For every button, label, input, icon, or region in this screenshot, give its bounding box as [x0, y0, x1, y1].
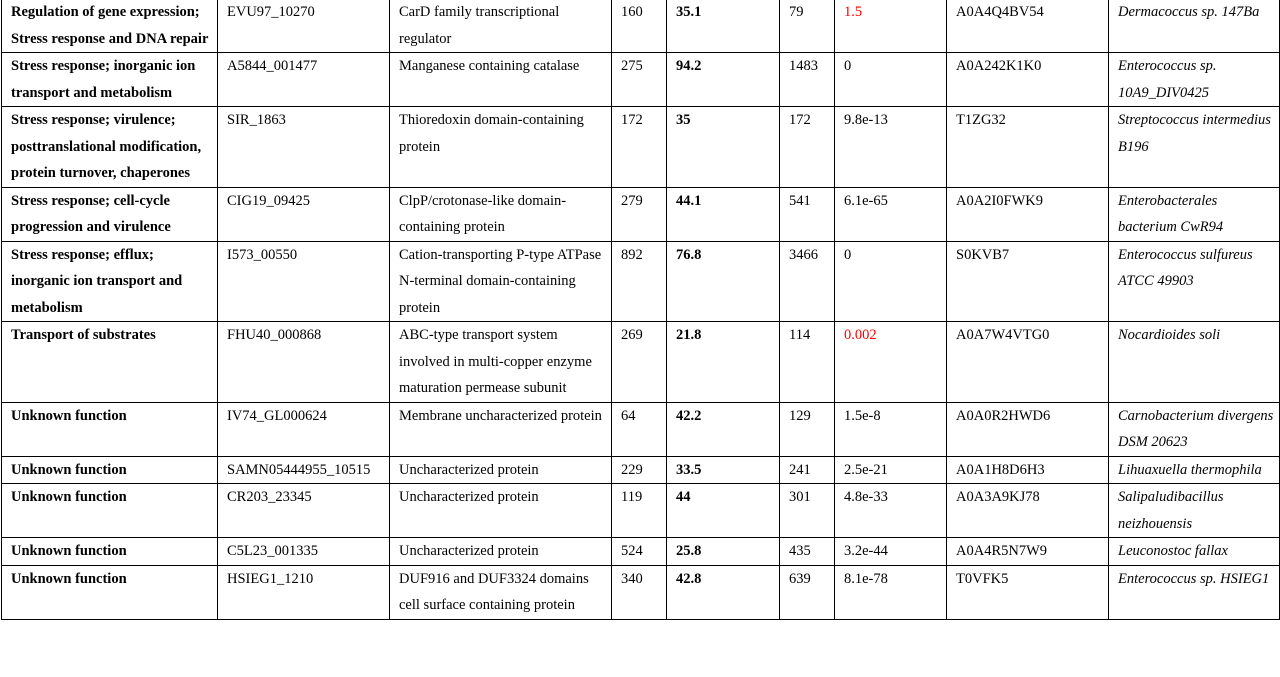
- match-length-cell: 172: [780, 107, 835, 188]
- species-cell: Enterobacterales bacterium CwR94: [1109, 187, 1280, 241]
- uniprot-id-cell: A0A0R2HWD6: [947, 402, 1109, 456]
- table-row: [2, 456, 1280, 484]
- protein-name-cell: Uncharacterized protein: [390, 484, 612, 538]
- uniprot-id-cell: S0KVB7: [947, 241, 1109, 322]
- species-cell: Enterococcus sp. HSIEG1: [1109, 565, 1280, 619]
- uniprot-id-cell: A0A2I0FWK9: [947, 187, 1109, 241]
- function-cell: Unknown function: [2, 456, 218, 484]
- match-length-cell: 3466: [780, 241, 835, 322]
- protein-length-cell: 64: [612, 402, 667, 456]
- protein-length-cell: 229: [612, 456, 667, 484]
- match-length-cell: 1483: [780, 53, 835, 107]
- score-cell: 76.8: [667, 241, 780, 322]
- species-cell: Salipaludibacillus neizhouensis: [1109, 484, 1280, 538]
- uniprot-id-cell: A0A7W4VTG0: [947, 322, 1109, 403]
- locus-tag-cell: CIG19_09425: [218, 187, 390, 241]
- match-length-cell: 435: [780, 538, 835, 566]
- protein-length-cell: 119: [612, 484, 667, 538]
- protein-name-cell: ClpP/crotonase-like domain-containing protein: [390, 187, 612, 241]
- locus-tag-cell: FHU40_000868: [218, 322, 390, 403]
- evalue-cell: 9.8e-13: [835, 107, 947, 188]
- match-length-cell: 114: [780, 322, 835, 403]
- protein-name-cell: DUF916 and DUF3324 domains cell surface containing protein: [390, 565, 612, 619]
- protein-length-cell: 279: [612, 187, 667, 241]
- table-body: [2, 0, 1280, 619]
- protein-name-cell: ABC-type transport system involved in multi-copper enzyme maturation permease subunit: [390, 322, 612, 403]
- table-row: [2, 484, 1280, 538]
- function-cell: Stress response; efflux; inorganic ion transport and metabolism: [2, 241, 218, 322]
- evalue-cell: 2.5e-21: [835, 456, 947, 484]
- species-cell: Enterococcus sulfureus ATCC 49903: [1109, 241, 1280, 322]
- evalue-cell: 4.8e-33: [835, 484, 947, 538]
- uniprot-id-cell: A0A3A9KJ78: [947, 484, 1109, 538]
- evalue-cell: 1.5: [835, 0, 947, 53]
- locus-tag-cell: I573_00550: [218, 241, 390, 322]
- function-cell: Transport of substrates: [2, 322, 218, 403]
- table-row: [2, 107, 1280, 188]
- locus-tag-cell: EVU97_10270: [218, 0, 390, 53]
- function-cell: Unknown function: [2, 402, 218, 456]
- function-cell: Stress response; cell-cycle progression and virulence: [2, 187, 218, 241]
- score-cell: 33.5: [667, 456, 780, 484]
- locus-tag-cell: A5844_001477: [218, 53, 390, 107]
- protein-length-cell: 275: [612, 53, 667, 107]
- protein-length-cell: 160: [612, 0, 667, 53]
- protein-length-cell: 172: [612, 107, 667, 188]
- match-length-cell: 541: [780, 187, 835, 241]
- score-cell: 21.8: [667, 322, 780, 403]
- table-row: [2, 53, 1280, 107]
- score-cell: 94.2: [667, 53, 780, 107]
- results-table: [1, 0, 1280, 620]
- score-cell: 35: [667, 107, 780, 188]
- locus-tag-cell: IV74_GL000624: [218, 402, 390, 456]
- match-length-cell: 301: [780, 484, 835, 538]
- match-length-cell: 79: [780, 0, 835, 53]
- table-row: [2, 322, 1280, 403]
- table-row: [2, 0, 1280, 53]
- species-cell: Lihuaxuella thermophila: [1109, 456, 1280, 484]
- protein-name-cell: Thioredoxin domain-containing protein: [390, 107, 612, 188]
- protein-name-cell: CarD family transcriptional regulator: [390, 0, 612, 53]
- species-cell: Leuconostoc fallax: [1109, 538, 1280, 566]
- score-cell: 44.1: [667, 187, 780, 241]
- protein-length-cell: 269: [612, 322, 667, 403]
- uniprot-id-cell: A0A4R5N7W9: [947, 538, 1109, 566]
- locus-tag-cell: HSIEG1_1210: [218, 565, 390, 619]
- evalue-cell: 8.1e-78: [835, 565, 947, 619]
- function-cell: Stress response; inorganic ion transport and metabolism: [2, 53, 218, 107]
- table-row: [2, 565, 1280, 619]
- protein-length-cell: 892: [612, 241, 667, 322]
- match-length-cell: 129: [780, 402, 835, 456]
- function-cell: Regulation of gene expression; Stress response and DNA repair: [2, 0, 218, 53]
- locus-tag-cell: C5L23_001335: [218, 538, 390, 566]
- table-row: [2, 241, 1280, 322]
- uniprot-id-cell: A0A242K1K0: [947, 53, 1109, 107]
- protein-name-cell: Uncharacterized protein: [390, 456, 612, 484]
- evalue-cell: 1.5e-8: [835, 402, 947, 456]
- score-cell: 35.1: [667, 0, 780, 53]
- locus-tag-cell: SIR_1863: [218, 107, 390, 188]
- function-cell: Unknown function: [2, 484, 218, 538]
- species-cell: Nocardioides soli: [1109, 322, 1280, 403]
- match-length-cell: 241: [780, 456, 835, 484]
- score-cell: 42.2: [667, 402, 780, 456]
- evalue-cell: 0: [835, 53, 947, 107]
- function-cell: Unknown function: [2, 538, 218, 566]
- score-cell: 44: [667, 484, 780, 538]
- table-row: [2, 187, 1280, 241]
- function-cell: Unknown function: [2, 565, 218, 619]
- protein-length-cell: 340: [612, 565, 667, 619]
- locus-tag-cell: CR203_23345: [218, 484, 390, 538]
- protein-length-cell: 524: [612, 538, 667, 566]
- table-row: [2, 538, 1280, 566]
- protein-name-cell: Membrane uncharacterized protein: [390, 402, 612, 456]
- evalue-cell: 0: [835, 241, 947, 322]
- protein-name-cell: Manganese containing catalase: [390, 53, 612, 107]
- table-row: [2, 402, 1280, 456]
- score-cell: 42.8: [667, 565, 780, 619]
- evalue-cell: 6.1e-65: [835, 187, 947, 241]
- protein-name-cell: Cation-transporting P-type ATPase N-terminal domain-containing protein: [390, 241, 612, 322]
- uniprot-id-cell: T0VFK5: [947, 565, 1109, 619]
- species-cell: Enterococcus sp. 10A9_DIV0425: [1109, 53, 1280, 107]
- evalue-cell: 0.002: [835, 322, 947, 403]
- match-length-cell: 639: [780, 565, 835, 619]
- species-cell: Streptococcus intermedius B196: [1109, 107, 1280, 188]
- species-cell: Carnobacterium divergens DSM 20623: [1109, 402, 1280, 456]
- uniprot-id-cell: A0A4Q4BV54: [947, 0, 1109, 53]
- locus-tag-cell: SAMN05444955_10515: [218, 456, 390, 484]
- species-cell: Dermacoccus sp. 147Ba: [1109, 0, 1280, 53]
- uniprot-id-cell: T1ZG32: [947, 107, 1109, 188]
- function-cell: Stress response; virulence; posttranslational modification, protein turnover, chaperones: [2, 107, 218, 188]
- evalue-cell: 3.2e-44: [835, 538, 947, 566]
- score-cell: 25.8: [667, 538, 780, 566]
- uniprot-id-cell: A0A1H8D6H3: [947, 456, 1109, 484]
- protein-name-cell: Uncharacterized protein: [390, 538, 612, 566]
